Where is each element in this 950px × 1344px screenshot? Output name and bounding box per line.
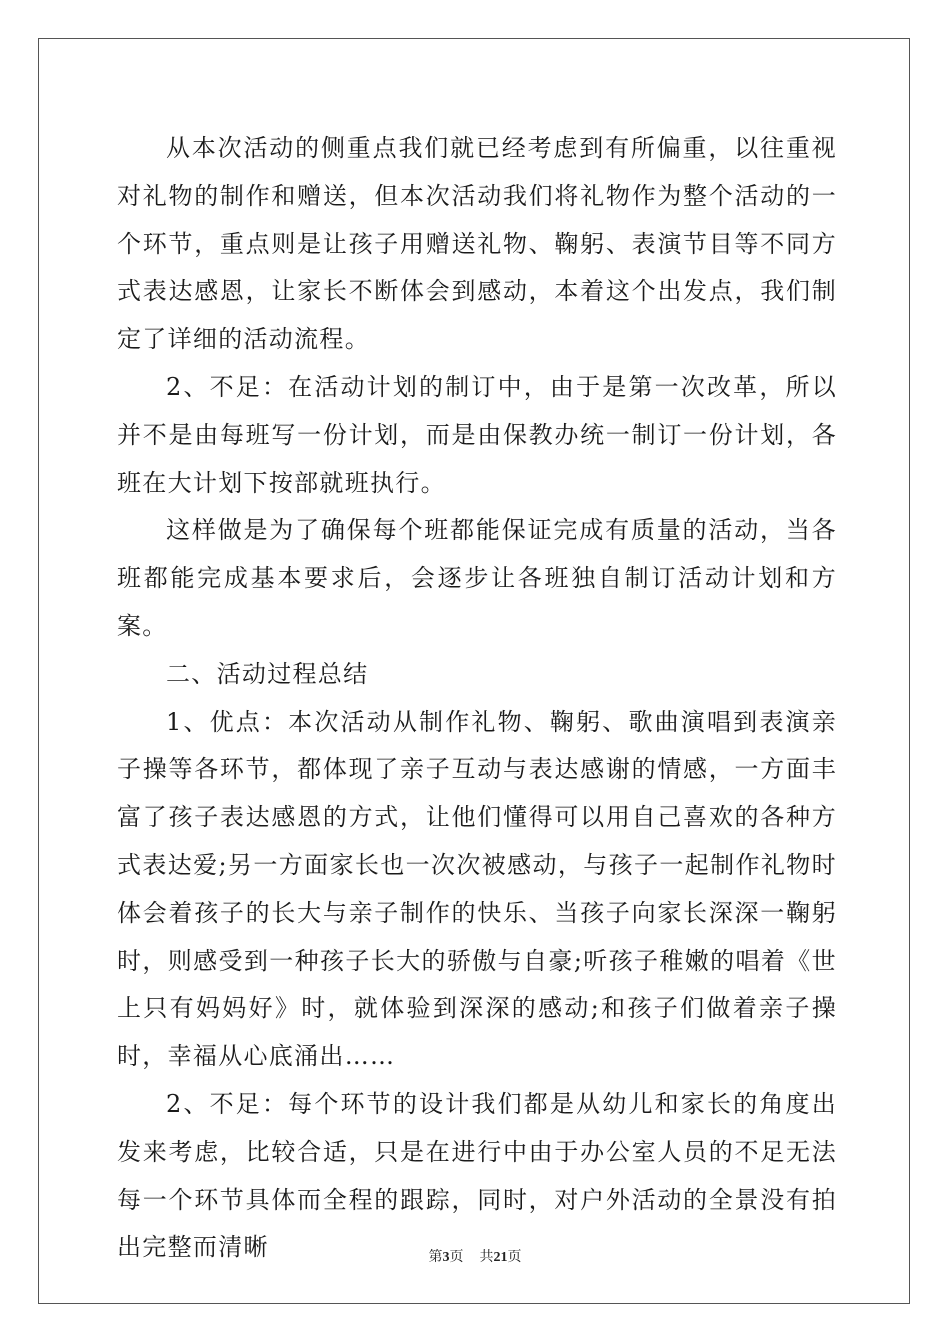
paragraph-plan-purpose: 这样做是为了确保每个班都能保证完成有质量的活动，当各班都能完成基本要求后，会逐步让各班独自制订活动计划和方案。 xyxy=(117,516,837,640)
paragraph-plan-shortcoming: 2、不足：在活动计划的制订中，由于是第一次改革，所以并不是由每班写一份计划，而是由保教办统一制订一份计划，各班在大计划下按部就班执行。 xyxy=(117,372,837,497)
total-suffix: 页 xyxy=(507,1250,522,1265)
page-footer xyxy=(0,1246,950,1266)
paragraph-process-shortcoming: 2、不足：每个环节的设计我们都是从幼儿和家长的角度出发来考虑，比较合适，只是在进行中由于办公室人员的不足无法每一个环节具体而全程的跟踪，同时，对户外活动的全景没有拍出完整而清晰 xyxy=(117,1089,837,1262)
paragraph-focus: 从本次活动的侧重点我们就已经考虑到有所偏重，以往重视对礼物的制作和赠送，但本次活动我们将礼物作为整个活动的一个环节，重点则是让孩子用赠送礼物、鞠躬、表演节目等不同方式表达感恩，让家长不断体会到感动，本着这个出发点，我们制定了详细的活动流程。 xyxy=(117,134,837,354)
section-heading-process-summary: 二、活动过程总结 xyxy=(166,659,369,688)
page-number: 3 xyxy=(442,1250,450,1265)
total-prefix: 共 xyxy=(479,1250,494,1265)
page-prefix: 第 xyxy=(428,1250,443,1265)
document-body xyxy=(117,125,837,1272)
paragraph-process-strengths: 1、优点：本次活动从制作礼物、鞠躬、歌曲演唱到表演亲子操等各环节，都体现了亲子互动与表达感谢的情感，一方面丰富了孩子表达感恩的方式，让他们懂得可以用自己喜欢的各种方式表达爱;另一方面家长也一次次被感动，与孩子一起制作礼物时体会着孩子的长大与亲子制作的快乐、当孩子向家长深深一鞠躬时，则感受到一种孩子长大的骄傲与自豪;听孩子稚嫩的唱着《世上只有妈妈好》时，就体验到深深的感动;和孩子们做着亲子操时，幸福从心底涌出…… xyxy=(117,707,837,1071)
page-suffix: 页 xyxy=(449,1250,464,1265)
total-pages: 21 xyxy=(493,1250,508,1265)
